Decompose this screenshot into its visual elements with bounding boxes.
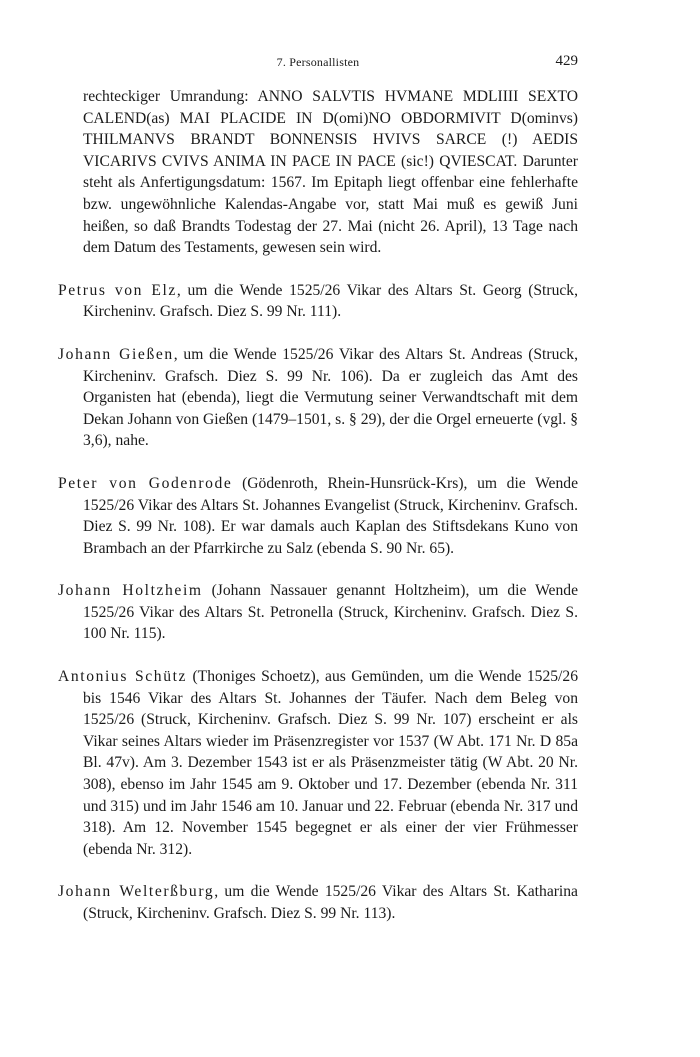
person-entry [58,666,578,860]
person-entry [58,473,578,559]
person-entry [58,344,578,452]
person-name: Peter von Godenrode [58,474,233,492]
running-title: 7. Personallisten [276,55,360,69]
running-head [58,55,578,75]
entry-text: (Johann Nassauer genannt Holtzheim), um die Wende 1525/26 Vikar des Altars St. Petronella (Struck, Kircheninv. Grafsch. Diez S. 100 Nr. 115). [83,582,578,643]
person-entry [58,280,578,323]
page-body [58,86,578,925]
continued-paragraph: rechteckiger Umrandung: ANNO SALVTIS HVMANE MDLIIII SEXTO CALEND(as) MAI PLACIDE IN D(omi)NO OBDORMIVIT D(ominvs) THILMANVS BRANDT BONNENSIS HVIVS SARCE (!) AEDIS VICARIVS CVIVS ANIMA IN PACE IN PACE (sic!) QVIESCAT. Darunter steht als Anfertigungsdatum: 1567. Im Epitaph liegt offenbar eine fehlerhafte bzw. ungewöhnliche Kalendas-Angabe vor, statt Mai muß es gewiß Juni heißen, so daß Brandts Todestag der 27. Mai (nicht 26. April), 13 Tage nach dem Datum des Testaments, gewesen sein wird. [83,88,578,257]
person-name: Antonius Schütz [58,668,188,686]
person-entry [58,881,578,924]
person-name: Johann Welterßburg [58,883,215,901]
person-name: Petrus von Elz [58,281,177,299]
page-number: 429 [555,53,578,69]
person-name: Johann Holtzheim [58,582,203,600]
person-entry [58,580,578,645]
entry-text: (Thoniges Schoetz), aus Gemünden, um die Wende 1525/26 bis 1546 Vikar des Altars St. Johannes der Täufer. Nach dem Beleg von 1525/26 (Struck, Kircheninv. Grafsch. Diez S. 99 Nr. 107) erscheint er als Vikar seines Altars wieder im Präsenzregister vor 1537 (W Abt. 171 Nr. D 85a Bl. 47v). Am 3. Dezember 1543 ist er als Präsenzmeister tätig (W Abt. 20 Nr. 308), ebenso im Jahr 1545 am 9. Oktober und 17. Dezember (ebenda Nr. 311 und 315) und im Jahr 1546 am 10. Januar und 22. Februar (ebenda Nr. 317 und 318). Am 12. November 1545 begegnet er als einer der vier Frühmesser (ebenda Nr. 312). [83,668,578,858]
entry-text: (Gödenroth, Rhein-Hunsrück-Krs), um die Wende 1525/26 Vikar des Altars St. Johannes Evangelist (Struck, Kircheninv. Grafsch. Diez S. 99 Nr. 108). Er war damals auch Kaplan des Stiftsdekans Kuno von Brambach an der Pfarrkirche zu Salz (ebenda S. 90 Nr. 65). [83,474,578,557]
entry-text: , um die Wende 1525/26 Vikar des Altars St. Katharina (Struck, Kircheninv. Grafsch. Diez S. 99 Nr. 113). [83,883,578,922]
entry-text: , um die Wende 1525/26 Vikar des Altars St. Georg (Struck, Kircheninv. Grafsch. Diez S. 99 Nr. 111). [83,281,578,321]
entry-text: , um die Wende 1525/26 Vikar des Altars St. Andreas (Struck, Kircheninv. Grafsch. Diez S. 99 Nr. 106). Da er zugleich das Amt des Organisten hat (ebenda), liegt die Vermutung seiner Verwandtschaft mit dem Dekan Johann von Gießen (1479–1501, s. § 29), der die Orgel erneuerte (vgl. § 3,6), nahe. [83,345,578,450]
person-name: Johann Gießen [58,345,174,363]
